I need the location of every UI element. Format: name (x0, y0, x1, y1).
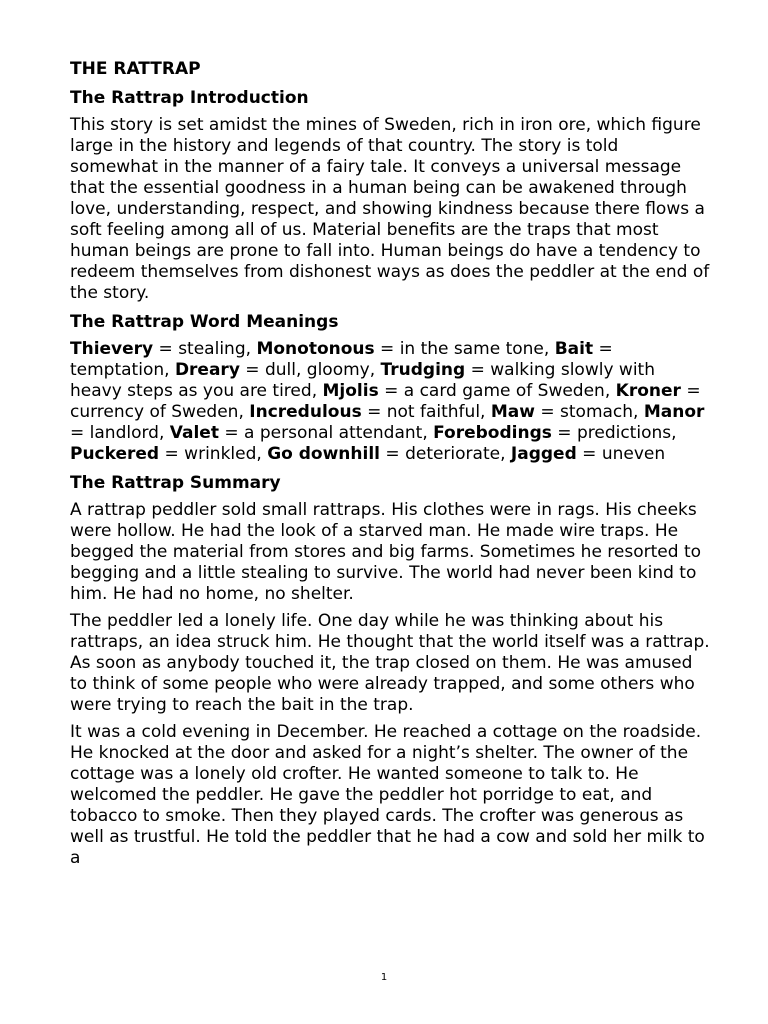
word-meaning-definition: wrinkled (184, 444, 257, 464)
page-number: 1 (380, 972, 388, 983)
word-meaning-term: Jagged (510, 444, 577, 464)
word-meaning-term: Forebodings (433, 423, 552, 443)
introduction-paragraph: This story is set amidst the mines of Sweden, rich in iron ore, which figure large in the history and legends of that country. The story is told somewhat in the manner of a fairy tale. It conveys a universal message that the essential goodness in a human being can be awakened through love, understanding, respect, and showing kindness because there flows a soft feeling among all of us. Material benefits are the traps that most human beings are prone to fall into. Human beings do have a tendency to redeem themselves from dishonest ways as does the peddler at the end of the story. (70, 115, 710, 303)
word-meaning-term: Valet (169, 423, 219, 443)
word-meaning-definition: temptation (70, 360, 165, 380)
word-meaning-definition: predictions (576, 423, 672, 443)
word-meaning-definition: stomach (560, 402, 634, 422)
word-meaning-term: Kroner (615, 381, 681, 401)
document-title: THE RATTRAP (70, 59, 201, 79)
word-meanings-heading: The Rattrap Word Meanings (70, 312, 339, 332)
summary-heading: The Rattrap Summary (70, 473, 281, 493)
word-meaning-term: Mjolis (322, 381, 379, 401)
word-meaning-definition: a personal attendant (244, 423, 423, 443)
word-meaning-definition: a card game of Sweden (403, 381, 605, 401)
word-meaning-term: Maw (490, 402, 535, 422)
word-meaning-term: Puckered (70, 444, 160, 464)
summary-paragraph-2: The peddler led a lonely life. One day while he was thinking about his rattraps, an idea struck him. He thought that the world itself was a rattrap. As soon as anybody touched it, the trap closed on them. He was amused to think of some people who were already trapped, and some others who were trying to reach the bait in the trap. (70, 611, 710, 715)
document-page (70, 58, 710, 869)
word-meaning-term: Dreary (174, 360, 240, 380)
word-meaning-definition: deteriorate (405, 444, 501, 464)
word-meaning-definition: not faithful (386, 402, 481, 422)
summary-paragraph-3: It was a cold evening in December. He reached a cottage on the roadside. He knocked at the door and asked for a night’s shelter. The owner of the cottage was a lonely old crofter. He wanted someone to talk to. He welcomed the peddler. He gave the peddler hot porridge to eat, and tobacco to smoke. Then they played cards. The crofter was generous as well as trustful. He told the peddler that he had a cow and sold her milk to a (70, 722, 705, 868)
word-meaning-term: Incredulous (249, 402, 362, 422)
word-meaning-term: Monotonous (256, 339, 375, 359)
word-meaning-term: Manor (643, 402, 705, 422)
word-meaning-term: Trudging (380, 360, 466, 380)
word-meaning-definition: walking slowly with heavy steps as you are tired (70, 360, 655, 401)
word-meaning-definition: uneven (601, 444, 666, 464)
word-meaning-term: Bait (554, 339, 594, 359)
summary-paragraph-1: A rattrap peddler sold small rattraps. His clothes were in rags. His cheeks were hollow. He had the look of a starved man. He made wire traps. He begged the material from stores and big farms. Sometimes he resorted to begging and a little stealing to survive. The world had never been kind to him. He had no home, no shelter. (70, 500, 702, 604)
introduction-heading: The Rattrap Introduction (70, 88, 309, 108)
word-meaning-term: Go downhill (267, 444, 380, 464)
word-meaning-definition: stealing (178, 339, 246, 359)
word-meaning-definition: in the same tone (399, 339, 544, 359)
word-meaning-definition: currency of Sweden (70, 402, 239, 422)
word-meaning-definition: landlord (89, 423, 159, 443)
word-meanings-list: Thievery = stealing, Monotonous = in the same tone, Bait = temptation, Dreary = dull, gloomy, Trudging = walking slowly with heavy steps as you are tired, Mjolis = a card game of Sweden, Kroner = currency of Sweden, Incredulous = not faithful, Maw = stomach, Manor = landlord, Valet = a personal attendant, Forebodings = predictions, Puckered = wrinkled, Go downhill = deteriorate, Jagged = uneven (70, 339, 705, 464)
word-meaning-definition: dull, gloomy (264, 360, 370, 380)
word-meaning-term: Thievery (70, 339, 154, 359)
